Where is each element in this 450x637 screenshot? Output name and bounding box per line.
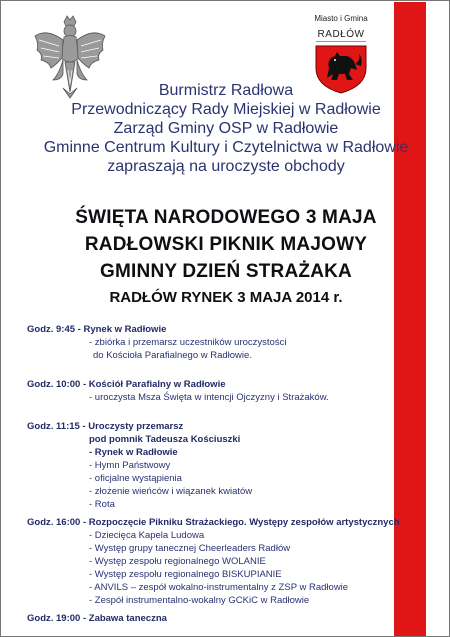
program-item: - Występ zespołu regionalnego BISKUPIANIE bbox=[89, 569, 282, 580]
event-program bbox=[1, 1, 450, 637]
program-item: - Hymn Państwowy bbox=[89, 460, 171, 471]
program-item: pod pomnik Tadeusza Kościuszki bbox=[89, 434, 241, 445]
program-event-time: Godz. 16:00 - Rozpoczęcie Pikniku Strażackiego. Występy zespołów artystycznych bbox=[27, 517, 400, 528]
coat-of-arms-town-name: RADŁÓW bbox=[317, 29, 365, 40]
program-event-time: Godz. 10:00 - Kościół Parafialny w Radłowie bbox=[27, 379, 226, 390]
program-item: - Rynek w Radłowie bbox=[89, 447, 178, 458]
intro-line-osp: Zarząd Gminy OSP w Radłowie bbox=[113, 120, 339, 137]
headline-line-1: ŚWIĘTA NARODOWEGO 3 MAJA bbox=[75, 207, 377, 228]
intro-line-invite: zapraszają na uroczyste obchody bbox=[107, 158, 345, 175]
headline-line-2: RADŁOWSKI PIKNIK MAJOWY bbox=[84, 234, 368, 255]
program-event-time: Godz. 19:00 - Zabawa taneczna bbox=[27, 613, 167, 624]
intro-line-council: Przewodniczący Rady Miejskiej w Radłowie bbox=[71, 101, 381, 118]
program-item: - ANVILS – zespół wokalno-instrumentalny z ZSP w Radłowie bbox=[89, 582, 349, 593]
program-item: - Występ grupy tanecznej Cheerleaders Radłów bbox=[89, 543, 291, 554]
program-item: do Kościoła Parafialnego w Radłowie. bbox=[93, 350, 252, 361]
program-item: - Dziecięca Kapela Ludowa bbox=[89, 530, 205, 541]
intro-line-culture-centre: Gminne Centrum Kultury i Czytelnictwa w Radłowie bbox=[43, 139, 409, 156]
program-item: - złożenie wieńców i wiązanek kwiatów bbox=[89, 486, 253, 497]
program-event-time: Godz. 9:45 - Rynek w Radłowie bbox=[27, 324, 167, 335]
program-item: - zbiórka i przemarsz uczestników uroczystości bbox=[89, 337, 287, 348]
program-item: - Występ zespołu regionalnego WOLANIE bbox=[89, 556, 266, 567]
intro-line-mayor: Burmistrz Radłowa bbox=[158, 82, 294, 99]
program-item: - Zespół instrumentalno-wokalny GCKiC w Radłowie bbox=[89, 595, 310, 606]
program-item: - uroczysta Msza Święta w intencji Ojczyzny i Strażaków. bbox=[89, 392, 329, 403]
program-item: - Rota bbox=[89, 499, 115, 510]
program-event-time: Godz. 11:15 - Uroczysty przemarsz bbox=[27, 421, 184, 432]
headline-line-3: GMINNY DZIEŃ STRAŻAKA bbox=[100, 261, 352, 282]
program-item: - oficjalne wystąpienia bbox=[89, 473, 182, 484]
event-place-date: RADŁÓW RYNEK 3 MAJA 2014 r. bbox=[109, 289, 343, 306]
coat-of-arms-caption: Miasto i Gmina bbox=[314, 14, 368, 23]
